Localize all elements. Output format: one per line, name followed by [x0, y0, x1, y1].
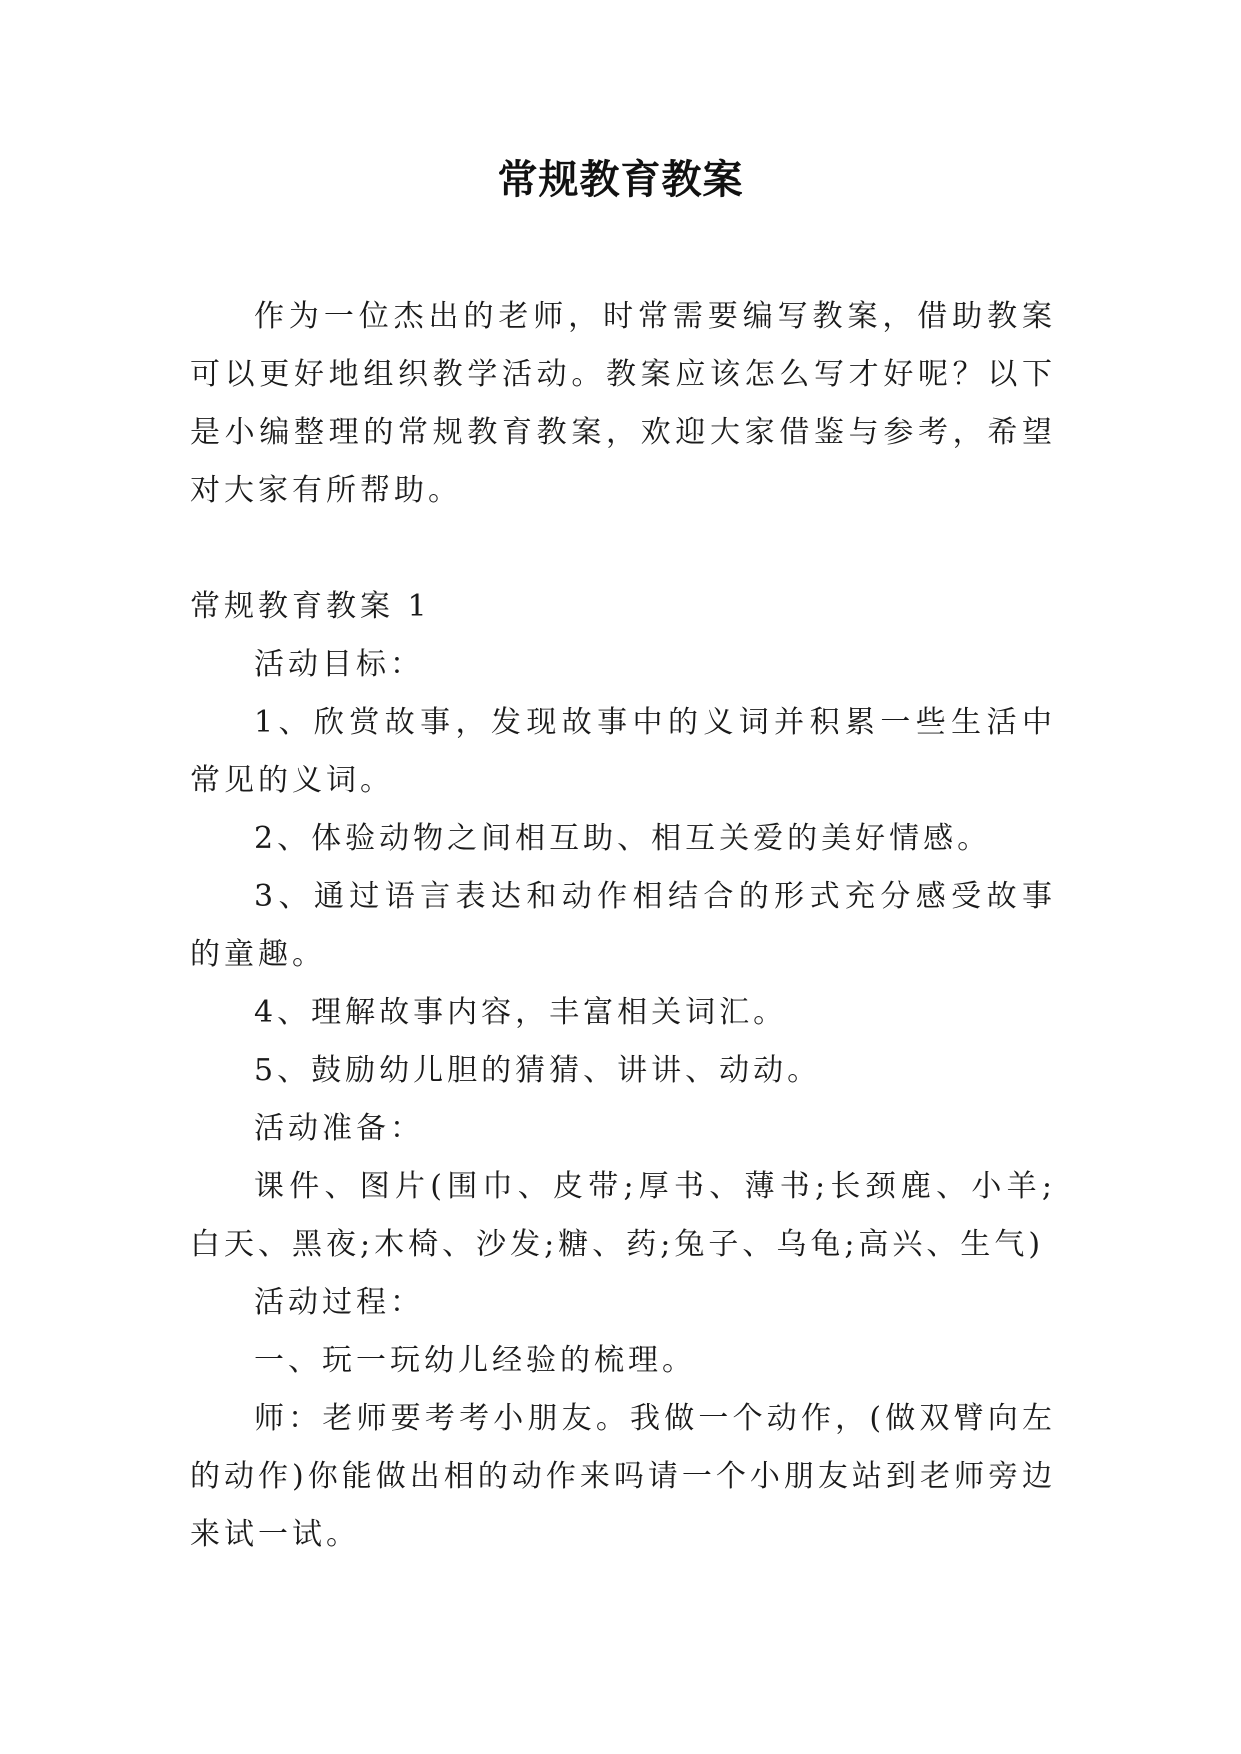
goals-heading: 活动目标：	[254, 647, 424, 682]
goal-item-1: 1、欣赏故事，发现故事中的义词并积累一些生活中常见的义词。	[190, 705, 1056, 798]
goal-item-5: 5、鼓励幼儿胆的猜猜、讲讲、动动。	[254, 1053, 822, 1088]
goal-item-3: 3、通过语言表达和动作相结合的形式充分感受故事的童趣。	[190, 879, 1056, 972]
goal-item-2: 2、体验动物之间相互助、相互关爱的美好情感。	[254, 821, 992, 856]
process-step-1: 一、玩一玩幼儿经验的梳理。	[254, 1343, 696, 1378]
section-title: 常规教育教案 1	[190, 589, 431, 624]
prep-paragraph: 课件、图片(围巾、皮带;厚书、薄书;长颈鹿、小羊;白天、黑夜;木椅、沙发;糖、药;兔子、乌龟;高兴、生气)	[190, 1169, 1056, 1262]
prep-heading: 活动准备：	[254, 1111, 424, 1146]
intro-paragraph: 作为一位杰出的老师，时常需要编写教案，借助教案可以更好地组织教学活动。教案应该怎么写才好呢？以下是小编整理的常规教育教案，欢迎大家借鉴与参考，希望对大家有所帮助。	[190, 299, 1056, 508]
process-heading: 活动过程：	[254, 1285, 424, 1320]
document-title: 常规教育教案	[497, 157, 744, 203]
teacher-dialogue: 师：老师要考考小朋友。我做一个动作，(做双臂向左的动作)你能做出相的动作来吗请一个小朋友站到老师旁边来试一试。	[190, 1401, 1056, 1552]
goal-item-4: 4、理解故事内容，丰富相关词汇。	[254, 995, 788, 1030]
document-body	[190, 288, 1056, 1564]
